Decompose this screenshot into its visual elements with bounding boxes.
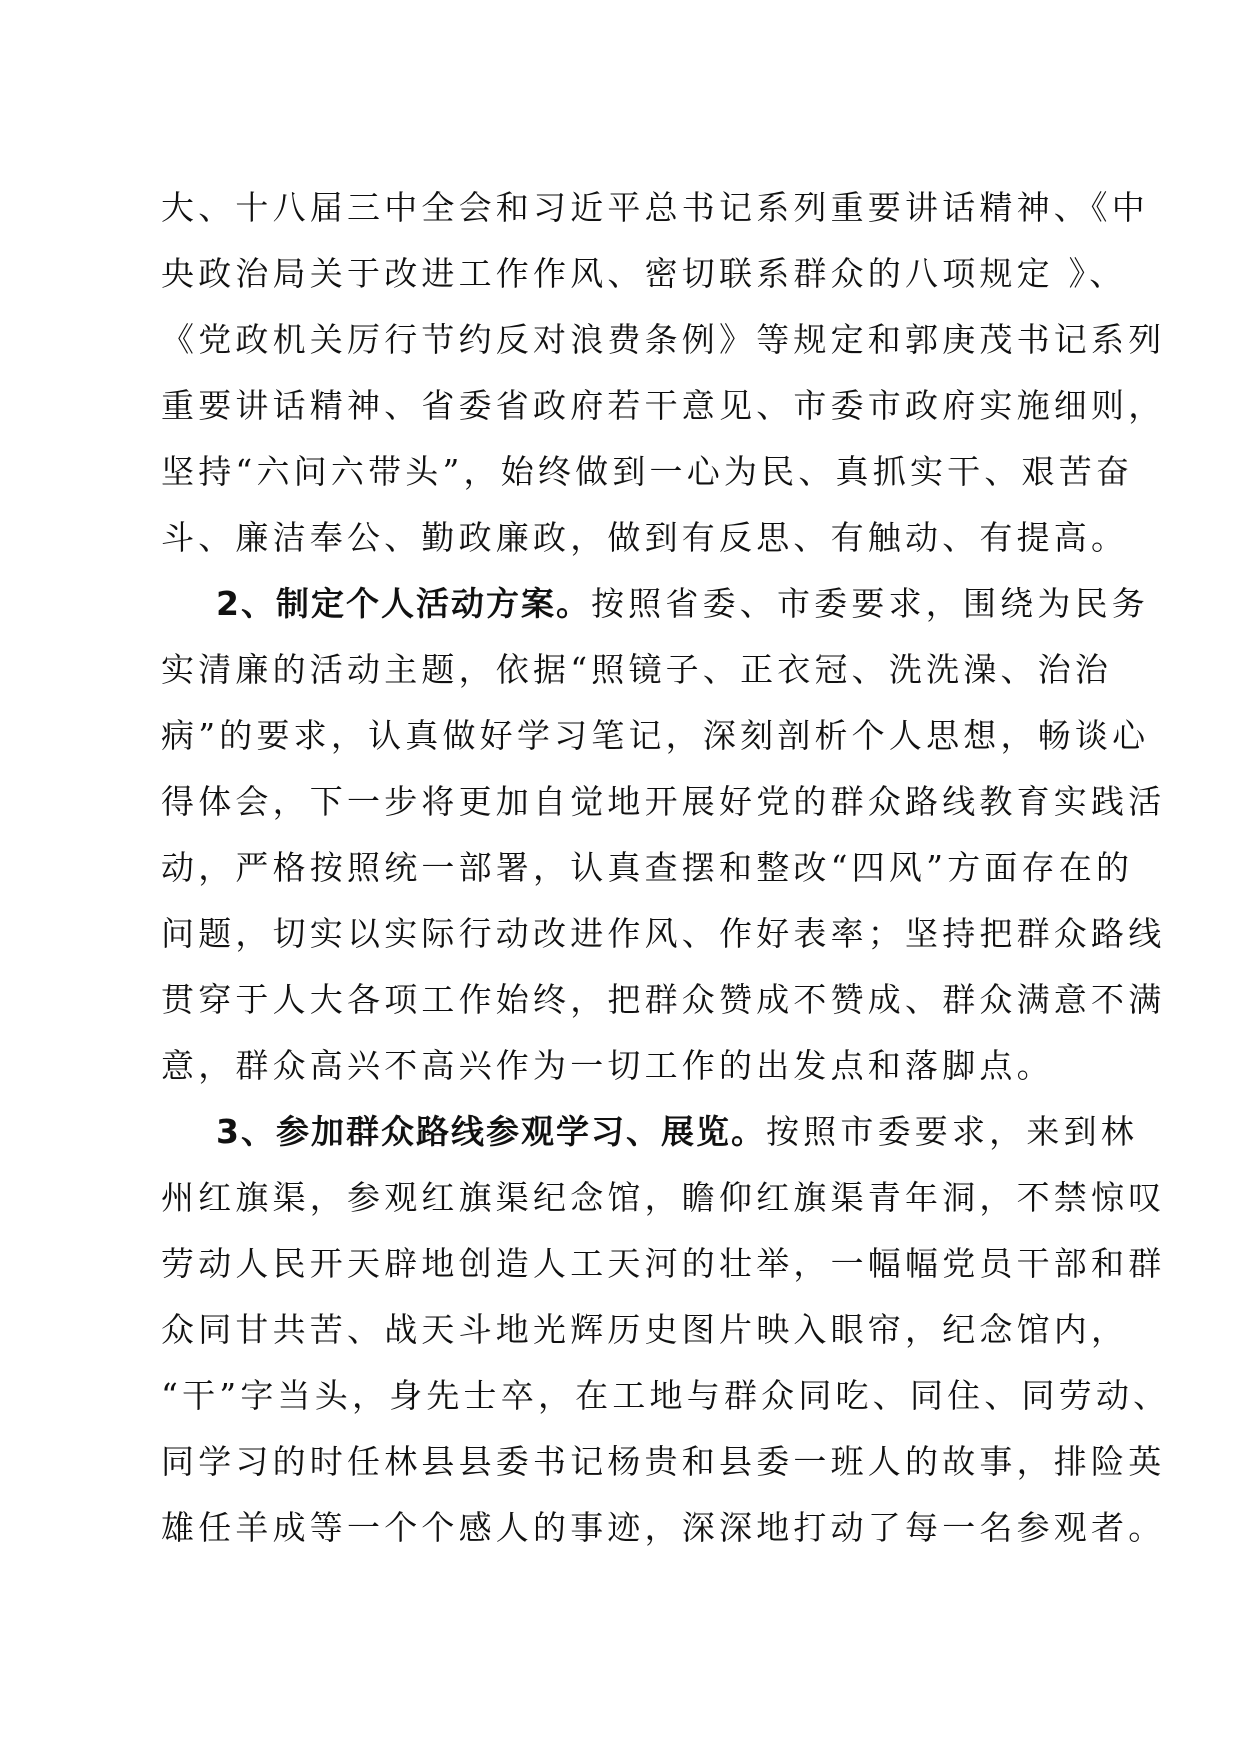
paragraph-section-1 (161, 188, 1166, 586)
paragraph-section-3 (161, 1112, 1171, 1576)
text-run: 按照省委、市委要求，围绕为民务 (590, 584, 1149, 623)
section-heading: 3、参加群众路线参观学习、展览。 (216, 1112, 766, 1151)
text-line: 重要讲话精神、省委省政府若干意见、市委市政府实施细则， (161, 386, 1166, 425)
section-heading: 2、制定个人活动方案。 (216, 584, 591, 623)
text-line: 斗、廉洁奉公、勤政廉政，做到有反思、有触动、有提高。 (161, 518, 1129, 557)
text-line: 雄任羊成等一个个感人的事迹，深深地打动了每一名参观者。 (161, 1508, 1166, 1547)
text-line: 问题，切实以实际行动改进作风、作好表率；坚持把群众路线 (161, 914, 1166, 953)
text-line: 贯穿于人大各项工作始终，把群众赞成不赞成、群众满意不满 (161, 980, 1166, 1019)
text-line: 实清廉的活动主题，依据“照镜子、正衣冠、洗洗澡、治治 (161, 650, 1113, 689)
text-line: 得体会，下一步将更加自觉地开展好党的群众路线教育实践活 (161, 782, 1166, 821)
text-line: 《党政机关厉行节约反对浪费条例》等规定和郭庚茂书记系列 (161, 320, 1166, 359)
text-line: 劳动人民开天辟地创造人工天河的壮举，一幅幅党员干部和群 (161, 1244, 1166, 1283)
text-line: 央政治局关于改进工作作风、密切联系群众的八项规定 》、 (161, 254, 1127, 293)
text-line: 坚持“六问六带头”，始终做到一心为民、真抓实干、艰苦奋 (161, 452, 1134, 491)
text-line: 病”的要求，认真做好学习笔记，深刻剖析个人思想，畅谈心 (161, 716, 1150, 755)
paragraph-section-2 (161, 584, 1166, 1114)
text-run: 按照市委要求，来到林 (765, 1112, 1138, 1151)
text-line-first (161, 1112, 1138, 1180)
text-line: 意，群众高兴不高兴作为一切工作的出发点和落脚点。 (161, 1046, 1054, 1085)
text-line: 州红旗渠，参观红旗渠纪念馆，瞻仰红旗渠青年洞，不禁惊叹 (161, 1178, 1166, 1217)
text-line: 众同甘共苦、战天斗地光辉历史图片映入眼帘，纪念馆内， (161, 1310, 1129, 1349)
text-line-first (161, 584, 1149, 652)
document-body (161, 188, 1171, 1576)
text-line: 动，严格按照统一部署，认真查摆和整改“四风”方面存在的 (161, 848, 1134, 887)
text-line: “干”字当头，身先士卒，在工地与群众同吃、同住、同劳动、 (161, 1376, 1171, 1415)
text-line: 同学习的时任林县县委书记杨贵和县委一班人的故事，排险英 (161, 1442, 1166, 1481)
text-line: 大、十八届三中全会和习近平总书记系列重要讲话精神、《中 (161, 188, 1149, 227)
